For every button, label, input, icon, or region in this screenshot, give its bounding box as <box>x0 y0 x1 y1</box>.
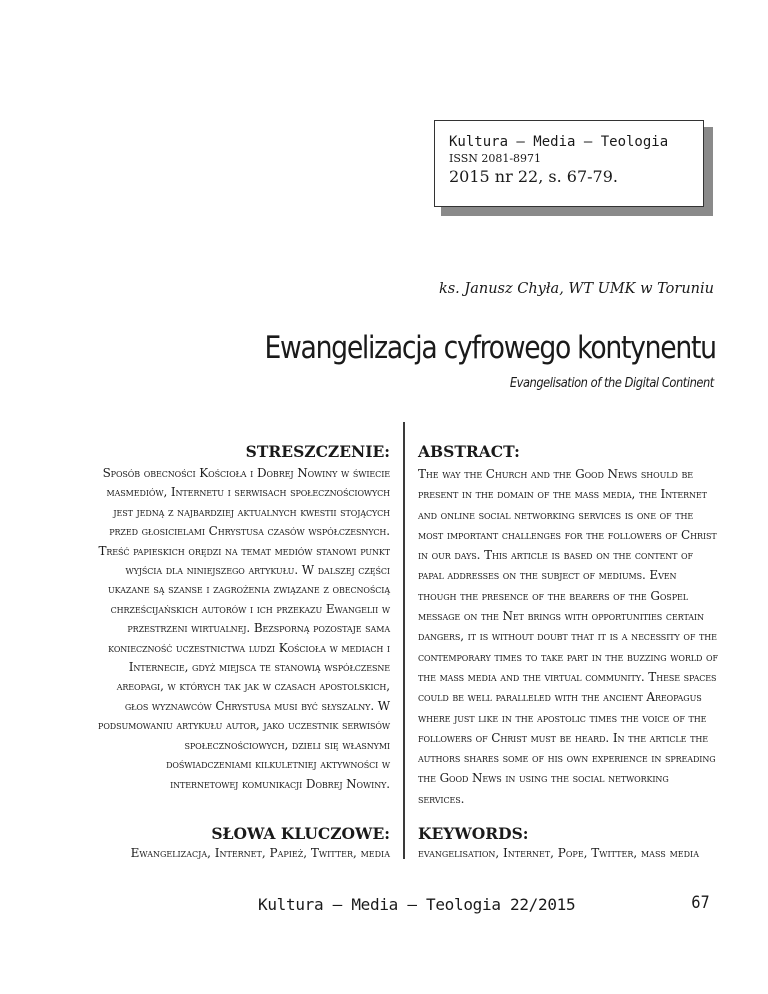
keywords-en-heading: KEYWORDS: <box>418 824 529 843</box>
issn: ISSN 2081-8971 <box>449 152 542 165</box>
abstract-pl-text: Sposób obecności Kościoła i Dobrej Nowiny w świecie masmediów, Internetu i serwisach społecznościowych jest jedną z najbardziej aktualnych kwestii stojących przed głosicielami Chrystusa czasów współczesnych. Treść papieskich orędzi na temat mediów stanowi punkt wyjścia dla niniejszego artykułu. W dalszej części ukazane są szanse i zagrożenia związane z obecnością chrześcijańskich autorów i ich przekazu Ewangelii w przestrzeni wirtualnej. Bezsporną pozostaje sama konieczność uczestnictwa ludzi Kościoła w mediach i Internecie, gdyż miejsca te stanowią współczesne areopagi, w których tak jak w czasach apostolskich, głos wyznawców Chrystusa musi być słyszalny. W podsumowaniu artykułu autor, jako uczestnik serwisów społecznościowych, dzieli się własnymi doświadczeniami kilkuletniej aktywności w internetowej komunikacji Dobrej Nowiny. <box>98 466 390 791</box>
journal-info-box <box>434 120 704 207</box>
footer-journal: Kultura – Media – Teologia 22/2015 <box>258 895 576 914</box>
abstract-en-heading: ABSTRACT: <box>418 442 520 461</box>
column-divider <box>403 422 405 859</box>
keywords-pl-heading: SŁOWA KLUCZOWE: <box>211 824 390 843</box>
keywords-en-text: evangelisation, Internet, Pope, Twitter, mass media <box>418 846 699 860</box>
journal-title: Kultura – Media – Teologia <box>449 134 669 150</box>
author-line: ks. Janusz Chyła, WT UMK w Toruniu <box>438 281 714 297</box>
volume-pages: 2015 nr 22, s. 67-79. <box>449 167 618 186</box>
article-subtitle: Evangelisation of the Digital Continent <box>509 376 714 391</box>
keywords-pl-text: Ewangelizacja, Internet, Papież, Twitter, media <box>130 846 390 860</box>
abstract-en-text: The way the Church and the Good News should be present in the domain of the mass media, the Internet and online social networking services is one of the most important challenges for the followers of Christ in our days. This article is based on the content of papal addresses on the subject of mediums. Even though the presence of the bearers of the Gospel message on the Net brings with opportunities certain dangers, it is without doubt that it is a necessity of the contemporary times to take part in the buzzing world of the mass media and the virtual community. These spaces could be well paralleled with the ancient Areopagus where just like in the apostolic times the voice of the followers of Christ must be heard. In the article the authors shares some of his own experience in spreading the Good News in using the social networking services. <box>418 467 718 806</box>
page-number: 67 <box>691 893 710 913</box>
abstract-pl-heading: STRESZCZENIE: <box>245 442 390 461</box>
article-title: Ewangelizacja cyfrowego kontynentu <box>264 330 716 366</box>
